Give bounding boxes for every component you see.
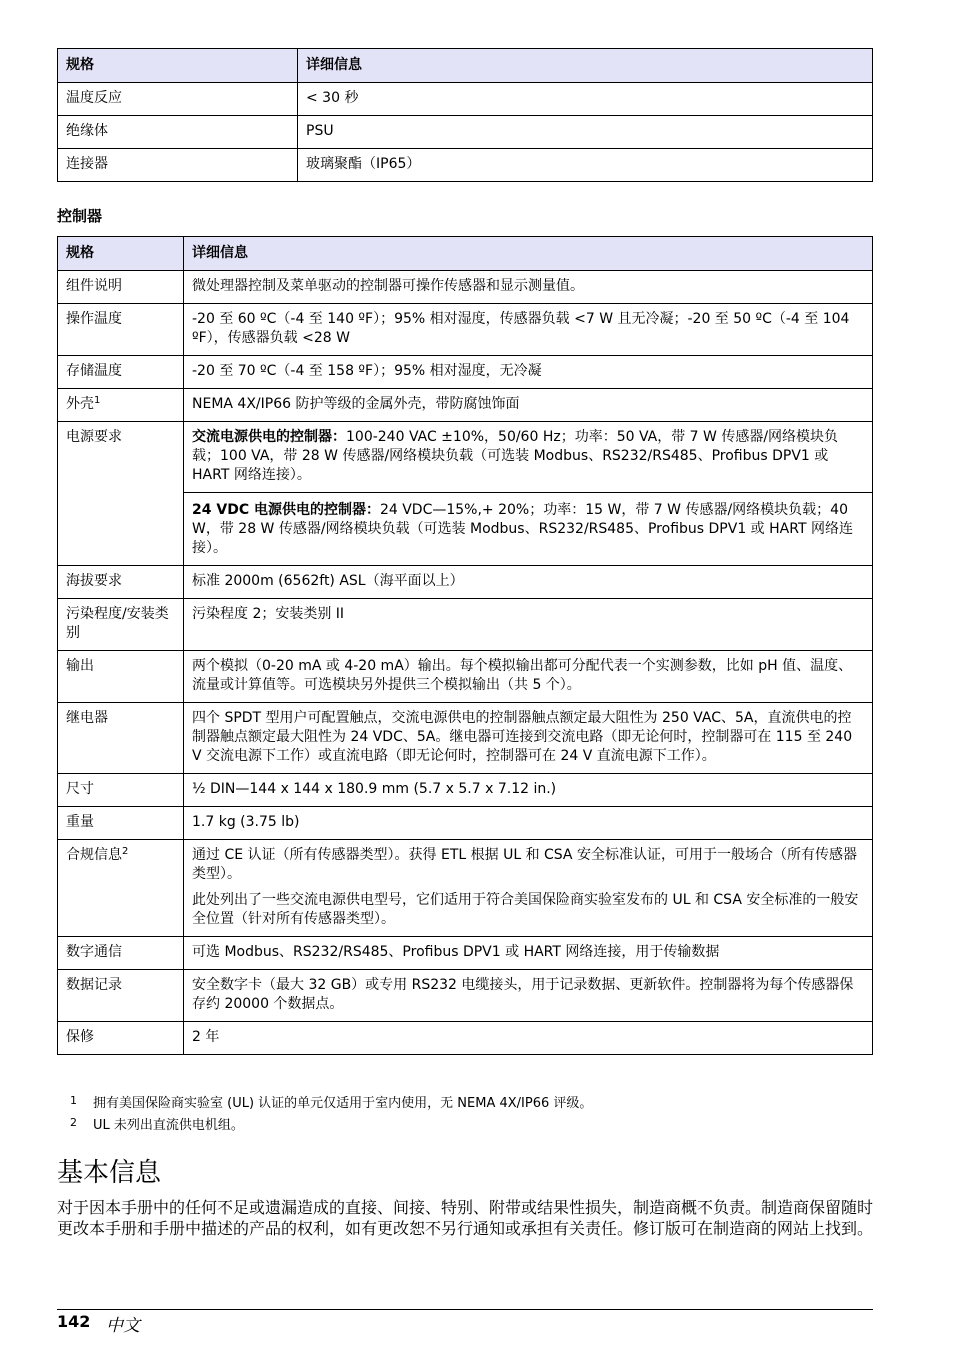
row-label: 连接器	[58, 149, 298, 182]
footnote-text: UL 未列出直流供电机组。	[93, 1118, 244, 1133]
ac-power-block	[192, 428, 865, 485]
row-label: 保修	[58, 1022, 184, 1055]
footnotes	[70, 1091, 592, 1135]
table-row	[58, 356, 873, 389]
footnote-text: 拥有美国保险商实验室 (UL) 认证的单元仅适用于室内使用，无 NEMA 4X/IP66 评级。	[93, 1096, 593, 1111]
section-body: 对于因本手册中的任何不足或遗漏造成的直接、间接、特别、附带或结果性损失，制造商概不负责。制造商保留随时更改本手册和手册中描述的产品的权利，如有更改恕不另行通知或承担有关责任。修订版可在制造商的网站上找到。	[57, 1198, 874, 1238]
sensor-spec-table	[57, 48, 873, 182]
row-label: 数据记录	[58, 970, 184, 1022]
row-label	[58, 840, 184, 937]
header-details: 详细信息	[298, 49, 873, 83]
header-spec: 规格	[58, 237, 184, 271]
controller-spec-table	[57, 236, 873, 1055]
row-label: 操作温度	[58, 304, 184, 356]
row-value: 2 年	[184, 1022, 873, 1055]
row-label: 存储温度	[58, 356, 184, 389]
table-row	[58, 651, 873, 703]
footnote	[70, 1113, 592, 1135]
row-label: 海拔要求	[58, 566, 184, 599]
header-details: 详细信息	[184, 237, 873, 271]
table-row	[58, 116, 873, 149]
row-label: 电源要求	[58, 422, 184, 566]
footnote-number: 1	[70, 1094, 77, 1107]
row-label: 污染程度/安装类别	[58, 599, 184, 651]
table-row	[58, 389, 873, 422]
compliance-paragraph: 此处列出了一些交流电源供电型号，它们适用于符合美国保险商实验室发布的 UL 和 CSA 安全标准的一般安全位置（针对所有传感器类型）。	[192, 892, 859, 927]
footer-divider	[57, 1309, 873, 1310]
label-text: 合规信息	[66, 847, 122, 863]
table-row	[58, 970, 873, 1022]
row-value: 四个 SPDT 型用户可配置触点，交流电源供电的控制器触点额定最大阻性为 250 VAC、5A，直流供电的控制器触点额定最大阻性为 24 VDC、5A。继电器可连接到交流电路（即无论何时，控制器可在 115 至 240 V 交流电源下工作）或直流电路（即无论何时，控制器可在 24 V 直流电源下工作）。	[184, 703, 873, 774]
row-label: 重量	[58, 807, 184, 840]
row-label: 温度反应	[58, 83, 298, 116]
row-value	[184, 840, 873, 937]
row-value: 污染程度 2；安装类别 II	[184, 599, 873, 651]
dc-power-text: 24 VDC—15%,+ 20%；功率：15 W，带 7 W 传感器/网络模块负载；40 W，带 28 W 传感器/网络模块负载（可选装 Modbus、RS232/RS485、Profibus DPV1 或 HART 网络连接）。	[192, 502, 853, 556]
footnote-number: 2	[70, 1116, 77, 1129]
ac-power-text: 100-240 VAC ±10%，50/60 Hz；功率：50 VA，带 7 W 传感器/网络模块负载；100 VA，带 28 W 传感器/网络模块负载（可选装 Modbus、RS232/RS485、Profibus DPV1 或 HART 网络连接）。	[192, 429, 839, 483]
table-row	[58, 807, 873, 840]
row-value: ½ DIN—144 x 144 x 180.9 mm (5.7 x 5.7 x 7.12 in.)	[184, 774, 873, 807]
table-row	[58, 937, 873, 970]
table-row	[58, 599, 873, 651]
row-value: 安全数字卡（最大 32 GB）或专用 RS232 电缆接头，用于记录数据、更新软件。控制器将为每个传感器保存约 20000 个数据点。	[184, 970, 873, 1022]
label-text: 外壳	[66, 396, 94, 412]
table-row	[58, 149, 873, 182]
table-row	[58, 703, 873, 774]
row-label	[58, 389, 184, 422]
row-value: NEMA 4X/IP66 防护等级的金属外壳，带防腐蚀饰面	[184, 389, 873, 422]
dc-power-title: 24 VDC 电源供电的控制器：	[192, 502, 380, 518]
footnote-ref: 2	[122, 846, 129, 857]
section-heading: 基本信息	[57, 1158, 162, 1188]
row-value: 微处理器控制及菜单驱动的控制器可操作传感器和显示测量值。	[184, 271, 873, 304]
footnote	[70, 1091, 592, 1113]
table-row	[58, 1022, 873, 1055]
ac-power-title: 交流电源供电的控制器：	[192, 429, 346, 445]
row-label: 数字通信	[58, 937, 184, 970]
table-row	[58, 83, 873, 116]
footnote-ref: 1	[94, 395, 101, 406]
row-value: 1.7 kg (3.75 lb)	[184, 807, 873, 840]
header-spec: 规格	[58, 49, 298, 83]
row-value: PSU	[298, 116, 873, 149]
row-value: -20 至 60 ºC（-4 至 140 ºF）；95% 相对湿度，传感器负载 <7 W 且无冷凝；-20 至 50 ºC（-4 至 104 ºF），传感器负载 <28 W	[184, 304, 873, 356]
table-row	[58, 271, 873, 304]
page-number: 142	[57, 1312, 91, 1331]
table-row	[58, 840, 873, 937]
footer-language: 中文	[106, 1316, 140, 1336]
row-value: 玻璃聚酯（IP65）	[298, 149, 873, 182]
dc-power-block	[184, 492, 872, 558]
row-value: 标准 2000m (6562ft) ASL（海平面以上）	[184, 566, 873, 599]
table-row	[58, 304, 873, 356]
table-header-row	[58, 49, 873, 83]
row-value: 两个模拟（0-20 mA 或 4-20 mA）输出。每个模拟输出都可分配代表一个实测参数，比如 pH 值、温度、流量或计算值等。可选模块另外提供三个模拟输出（共 5 个）。	[184, 651, 873, 703]
controller-section-title: 控制器	[57, 207, 103, 225]
row-label: 绝缘体	[58, 116, 298, 149]
row-label: 尺寸	[58, 774, 184, 807]
row-label: 继电器	[58, 703, 184, 774]
table-row	[58, 422, 873, 566]
row-label: 组件说明	[58, 271, 184, 304]
table-header-row	[58, 237, 873, 271]
row-label: 输出	[58, 651, 184, 703]
row-value: -20 至 70 ºC（-4 至 158 ºF）；95% 相对湿度，无冷凝	[184, 356, 873, 389]
compliance-paragraph: 通过 CE 认证（所有传感器类型）。获得 ETL 根据 UL 和 CSA 安全标准认证，可用于一般场合（所有传感器类型）。	[192, 847, 857, 882]
table-row	[58, 566, 873, 599]
table-row	[58, 774, 873, 807]
row-value: < 30 秒	[298, 83, 873, 116]
row-value	[184, 422, 873, 566]
row-value: 可选 Modbus、RS232/RS485、Profibus DPV1 或 HART 网络连接，用于传输数据	[184, 937, 873, 970]
